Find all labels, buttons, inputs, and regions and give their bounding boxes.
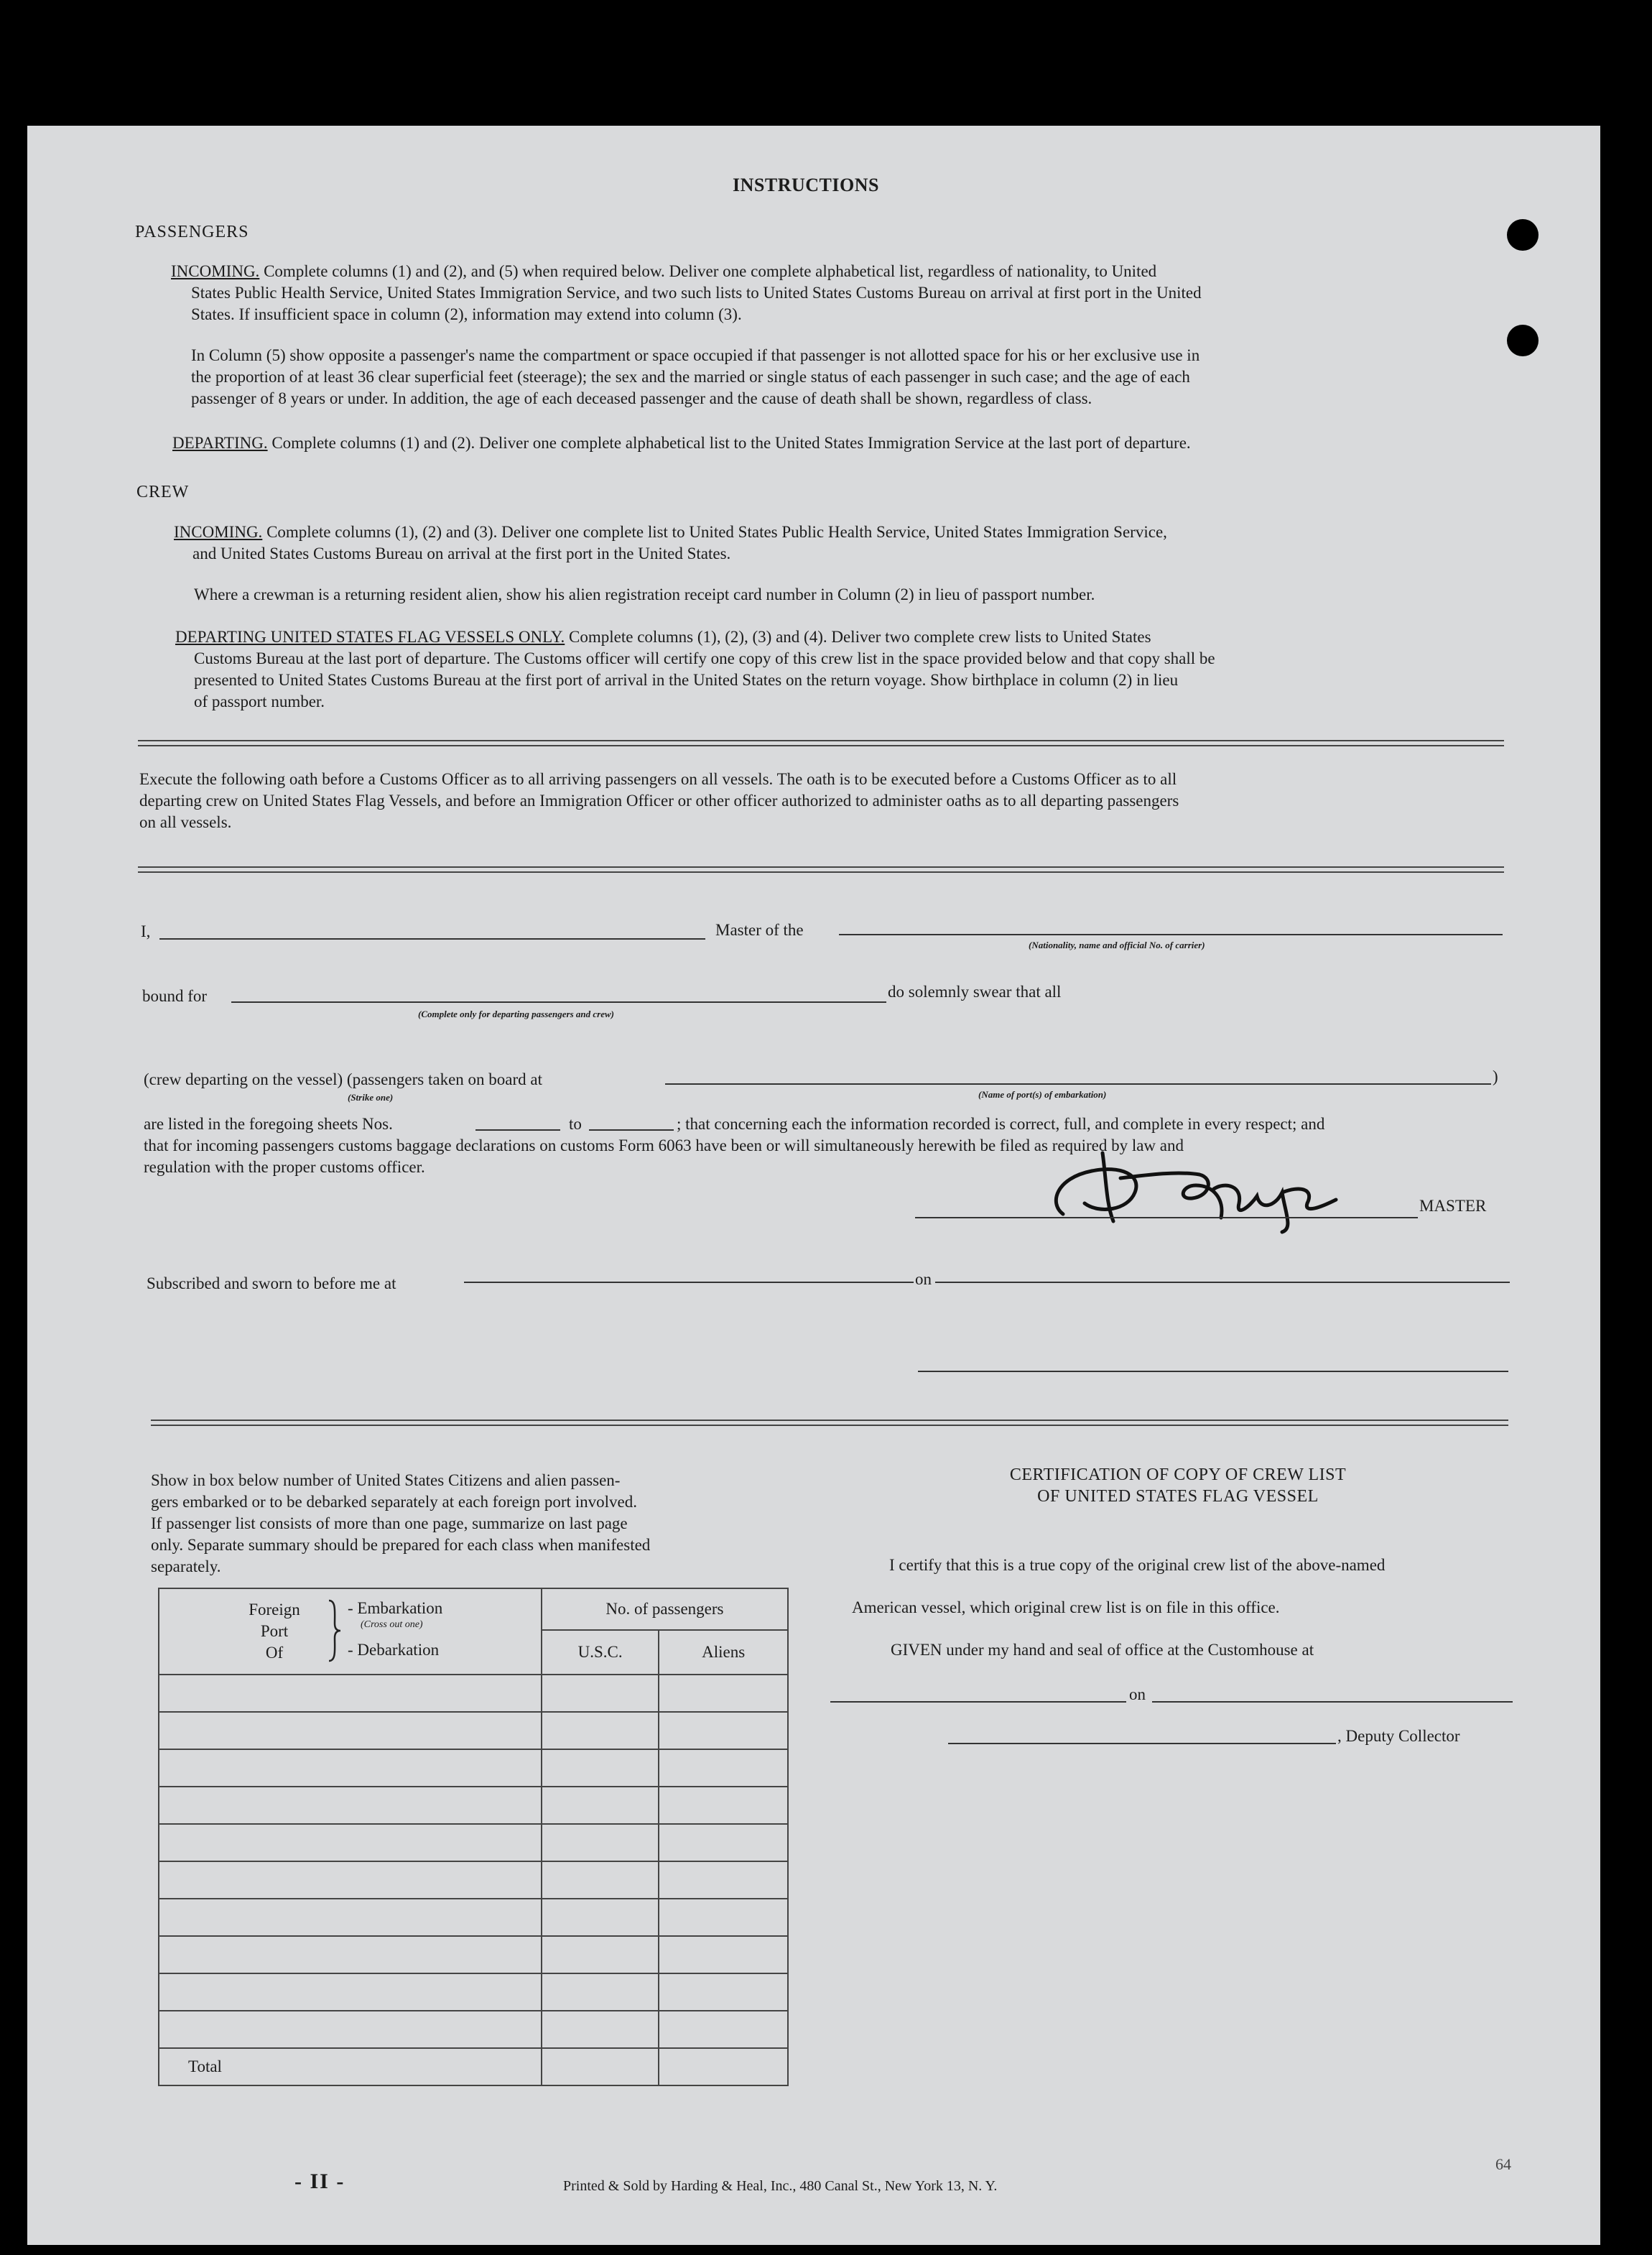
table-row: [159, 1899, 788, 1936]
total-row: [159, 2048, 788, 2085]
certification-title-line1: CERTIFICATION OF COPY OF CREW LIST: [1009, 1465, 1347, 1484]
certify-line1: I certify that this is a true copy of the original crew list of the above-named: [889, 1556, 1386, 1574]
crew-flag-label: DEPARTING UNITED STATES FLAG VESSELS ONLY.: [175, 628, 565, 646]
passengers-heading: PASSENGERS: [135, 223, 249, 241]
oath-i-label: I,: [141, 922, 151, 940]
usc-cell[interactable]: [542, 1712, 659, 1749]
aliens-header: Aliens: [659, 1630, 788, 1675]
table-row: [159, 2011, 788, 2048]
port-cell[interactable]: [159, 1936, 542, 1973]
port-cell[interactable]: [159, 1675, 542, 1712]
passengers-incoming-label: INCOMING.: [171, 262, 260, 280]
port-cell[interactable]: [159, 1824, 542, 1861]
summary-intro-line4: only. Separate summary should be prepared for each class when manifested: [151, 1536, 651, 1554]
usc-cell[interactable]: [542, 1824, 659, 1861]
port-cell[interactable]: [159, 2011, 542, 2048]
aliens-cell[interactable]: [659, 1749, 788, 1787]
crew-resident-alien: Where a crewman is a returning resident alien, show his alien registration receipt card number in Column (2) in lieu of passport number.: [194, 585, 1095, 603]
usc-cell[interactable]: [542, 2011, 659, 2048]
summary-intro-line1: Show in box below number of United States Citizens and alien passen-: [151, 1471, 621, 1489]
usc-cell[interactable]: [542, 1749, 659, 1787]
certification-title-line2: OF UNITED STATES FLAG VESSEL: [1037, 1487, 1319, 1506]
port-cell[interactable]: [159, 1712, 542, 1749]
name-of-ports-caption: (Name of port(s) of embarkation): [978, 1089, 1107, 1100]
master-label: MASTER: [1419, 1197, 1487, 1215]
usc-cell[interactable]: [542, 1899, 659, 1936]
certification-date-field[interactable]: [1152, 1701, 1513, 1703]
port-cell[interactable]: [159, 1749, 542, 1787]
sworn-on-label: on: [915, 1270, 932, 1288]
port-cell[interactable]: [159, 1787, 542, 1824]
listed-line1: are listed in the foregoing sheets Nos. to ; that concerning each the information recorded is correct, full, and complete in every respect; and: [144, 1113, 1507, 1135]
given-line: GIVEN under my hand and seal of office at the Customhouse at: [891, 1641, 1314, 1659]
bound-for-field[interactable]: [231, 1001, 886, 1003]
summary-intro-line2: gers embarked or to be debarked separately at each foreign port involved.: [151, 1493, 637, 1511]
total-aliens-cell[interactable]: [659, 2048, 788, 2085]
of-label: Of: [265, 1644, 284, 1662]
close-paren: ): [1493, 1068, 1498, 1085]
page-title: INSTRUCTIONS: [733, 175, 879, 195]
table-row: [159, 1749, 788, 1787]
port-header-cell: [159, 1588, 542, 1675]
listed-continuation: ; that concerning each the information recorded is correct, full, and complete in every respect; and: [677, 1115, 1325, 1133]
corner-mark: 64: [1495, 2155, 1511, 2173]
solemnly-swear-text: do solemnly swear that all: [888, 983, 1062, 1001]
aliens-cell[interactable]: [659, 1973, 788, 2011]
port-label: Port: [260, 1622, 289, 1640]
usc-cell[interactable]: [542, 1973, 659, 2011]
section-divider-1: [138, 740, 1504, 746]
port-cell[interactable]: [159, 1899, 542, 1936]
nationality-caption: (Nationality, name and official No. of carrier): [1029, 940, 1205, 950]
total-usc-cell[interactable]: [542, 2048, 659, 2085]
subscribed-label: Subscribed and sworn to before me at: [147, 1274, 396, 1292]
table-row: [159, 1936, 788, 1973]
master-signature: [1034, 1135, 1408, 1236]
sheet-to-field[interactable]: [589, 1129, 674, 1131]
crew-flag-line4: of passport number.: [194, 693, 325, 710]
aliens-cell[interactable]: [659, 1936, 788, 1973]
port-cell[interactable]: [159, 1861, 542, 1899]
oath-intro-line2: departing crew on United States Flag Vessels, and before an Immigration Officer or other officer authorized to administer oaths as to all departing passengers: [139, 792, 1179, 810]
passengers-incoming-line1: INCOMING. Complete columns (1) and (2), and (5) when required below. Deliver one complete alphabetical list, regardless of nationality, to United: [171, 262, 1157, 280]
aliens-cell[interactable]: [659, 2011, 788, 2048]
crew-departing-text: (crew departing on the vessel) (passengers taken on board at: [144, 1070, 542, 1088]
master-signature-line: [915, 1217, 1418, 1218]
crew-incoming-label: INCOMING.: [174, 523, 263, 541]
embarkation-label: - Embarkation: [348, 1599, 443, 1617]
table-row: [159, 1973, 788, 2011]
carrier-field[interactable]: [839, 934, 1503, 935]
sworn-on-field[interactable]: [935, 1282, 1510, 1283]
page-number: - II -: [294, 2170, 345, 2193]
section-divider-3: [151, 1420, 1508, 1426]
officer-signature-field[interactable]: [918, 1371, 1508, 1372]
crew-incoming-line2: and United States Customs Bureau on arrival at the first port in the United States.: [192, 545, 731, 562]
passengers-incoming-line2: States Public Health Service, United States Immigration Service, and two such lists to United States Customs Bureau on arrival at first port in the United: [191, 284, 1202, 302]
sheet-from-field[interactable]: [475, 1129, 560, 1131]
debarkation-label: - Debarkation: [348, 1641, 440, 1659]
embarkation-ports-field[interactable]: [665, 1083, 1491, 1085]
table-row: [159, 1675, 788, 1712]
column5-line1: In Column (5) show opposite a passenger's name the compartment or space occupied if that passenger is not allotted space for his or her exclusive use in: [191, 346, 1200, 364]
table-row: [159, 1787, 788, 1824]
oath-intro-line3: on all vessels.: [139, 813, 232, 831]
brace-icon: [326, 1598, 342, 1664]
printer-credit: Printed & Sold by Harding & Heal, Inc., 480 Canal St., New York 13, N. Y.: [563, 2178, 998, 2194]
master-of-the-label: Master of the: [715, 921, 804, 939]
table-row: [159, 1861, 788, 1899]
crew-flag-line2: Customs Bureau at the last port of departure. The Customs officer will certify one copy of this crew list in the space provided below and that copy shall be: [194, 649, 1215, 667]
passenger-summary-table: [158, 1588, 789, 2086]
oath-intro-line1: Execute the following oath before a Customs Officer as to all arriving passengers on all vessels. The oath is to be executed before a Customs Officer as to all: [139, 770, 1177, 788]
sheet-to-label: to: [569, 1115, 582, 1133]
crew-flag-line3: presented to United States Customs Bureau at the first port of arrival in the United States on the return voyage. Show birthplace in column (2) in lieu: [194, 671, 1179, 689]
customhouse-field[interactable]: [830, 1701, 1126, 1703]
deputy-collector-label: , Deputy Collector: [1337, 1727, 1460, 1745]
aliens-cell[interactable]: [659, 1861, 788, 1899]
table-row: [159, 1824, 788, 1861]
usc-cell[interactable]: [542, 1936, 659, 1973]
crew-flag-line1: DEPARTING UNITED STATES FLAG VESSELS ONLY. Complete columns (1), (2), (3) and (4). Deliver two complete crew lists to United States: [175, 628, 1151, 646]
listed-line2: that for incoming passengers customs baggage declarations on customs Form 6063 have been or will simultaneously herewith be filed as required by law and: [144, 1136, 1184, 1154]
column5-line3: passenger of 8 years or under. In addition, the age of each deceased passenger and the cause of death shall be shown, regardless of class.: [191, 389, 1092, 407]
aliens-cell[interactable]: [659, 1675, 788, 1712]
crew-incoming-line1: INCOMING. Complete columns (1), (2) and (3). Deliver one complete list to United States Public Health Service, United States Immigration Service,: [174, 523, 1167, 541]
column5-line2: the proportion of at least 36 clear superficial feet (steerage); the sex and the married or single status of each passenger in such case; and the age of each: [191, 368, 1190, 386]
usc-cell[interactable]: [542, 1787, 659, 1824]
passengers-departing-label: DEPARTING.: [172, 434, 268, 452]
punch-hole-top: [1507, 219, 1539, 251]
complete-only-caption: (Complete only for departing passengers and crew): [418, 1009, 614, 1019]
aliens-cell[interactable]: [659, 1787, 788, 1824]
total-label: Total: [159, 2048, 542, 2085]
usc-header: U.S.C.: [542, 1630, 659, 1675]
passengers-departing: DEPARTING. Complete columns (1) and (2). Deliver one complete alphabetical list to the United States Immigration Service at the last port of departure.: [172, 434, 1191, 452]
bound-for-label: bound for: [142, 987, 208, 1005]
punch-hole-middle: [1507, 325, 1539, 356]
usc-cell[interactable]: [542, 1861, 659, 1899]
aliens-cell[interactable]: [659, 1712, 788, 1749]
table-row: [159, 1712, 788, 1749]
crew-heading: CREW: [136, 483, 190, 501]
deputy-collector-field[interactable]: [948, 1743, 1336, 1744]
listed-line3: regulation with the proper customs officer.: [144, 1158, 425, 1176]
strike-one-caption: (Strike one): [348, 1092, 394, 1103]
section-divider-2: [138, 866, 1504, 873]
certify-line2: American vessel, which original crew list is on file in this office.: [852, 1598, 1280, 1616]
summary-intro-line3: If passenger list consists of more than one page, summarize on last page: [151, 1514, 628, 1532]
aliens-cell[interactable]: [659, 1824, 788, 1861]
certification-on-label: on: [1129, 1685, 1146, 1703]
summary-intro-line5: separately.: [151, 1557, 221, 1575]
port-cell[interactable]: [159, 1973, 542, 2011]
sworn-at-field[interactable]: [464, 1282, 914, 1283]
passengers-incoming-line3: States. If insufficient space in column (2), information may extend into column (3).: [191, 305, 742, 323]
foreign-label: Foreign: [249, 1601, 300, 1619]
no-of-passengers-header: No. of passengers: [542, 1588, 788, 1630]
master-name-field[interactable]: [159, 938, 705, 940]
cross-out-caption: (Cross out one): [361, 1619, 423, 1630]
aliens-cell[interactable]: [659, 1899, 788, 1936]
usc-cell[interactable]: [542, 1675, 659, 1712]
